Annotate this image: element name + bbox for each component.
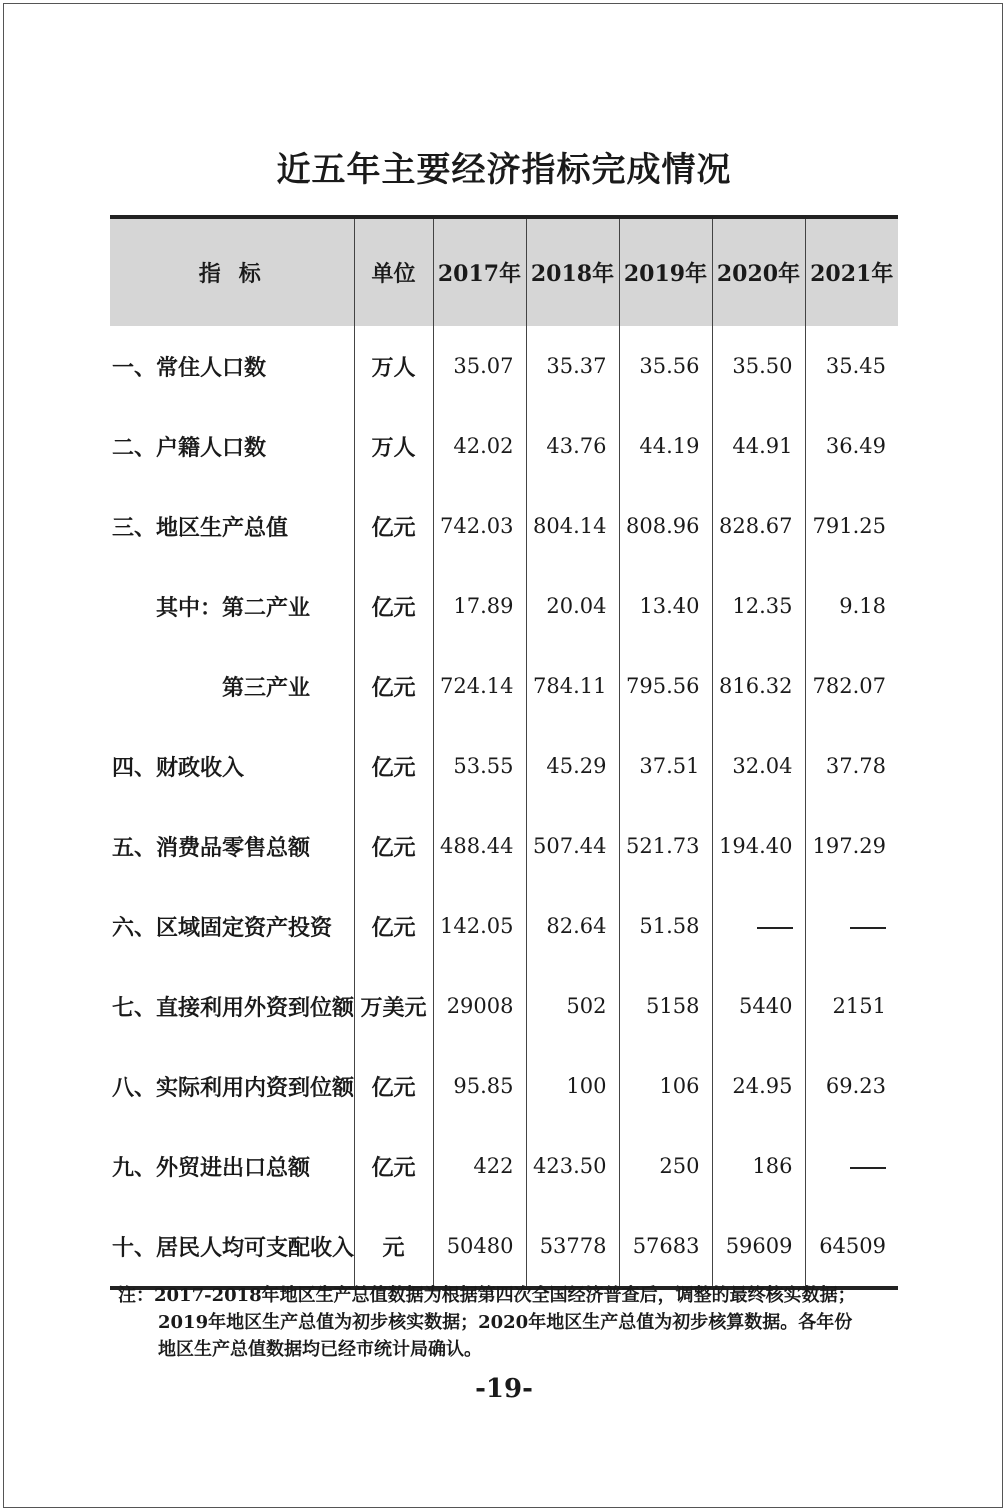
row-label: 五、消费品零售总额 [112, 834, 311, 861]
value-cell: 2151 [805, 966, 898, 1046]
value-cell: 35.50 [712, 326, 805, 406]
value-cell: 35.56 [619, 326, 712, 406]
value-cell: 5440 [712, 966, 805, 1046]
row-unit: 万人 [354, 406, 433, 486]
value-cell: 100 [526, 1046, 619, 1126]
row-label: 十、居民人均可支配收入 [112, 1234, 355, 1261]
footnote-line-2: 2019年地区生产总值为初步核实数据；2020年地区生产总值为初步核算数据。各年份 [158, 1312, 853, 1333]
value-cell: 57683 [619, 1206, 712, 1286]
value-cell: 12.35 [712, 566, 805, 646]
value-cell: 44.91 [712, 406, 805, 486]
value-cell: 507.44 [526, 806, 619, 886]
value-cell: 250 [619, 1126, 712, 1206]
table-row [110, 1206, 898, 1286]
table-row [110, 1046, 898, 1126]
header-2020: 2020年 [712, 219, 805, 326]
value-cell: 782.07 [805, 646, 898, 726]
table-row [110, 326, 898, 406]
row-unit: 亿元 [354, 806, 433, 886]
row-label: 其中：第二产业 [156, 594, 311, 621]
value-cell: 45.29 [526, 726, 619, 806]
header-indicator: 指标 [198, 261, 279, 287]
header-row [110, 219, 898, 326]
table-header [110, 219, 898, 326]
value-cell: 488.44 [433, 806, 526, 886]
value-cell: 502 [526, 966, 619, 1046]
row-label: 四、财政收入 [112, 754, 245, 781]
value-cell: 791.25 [805, 486, 898, 566]
table-row [110, 886, 898, 966]
footnote-line-3: 地区生产总值数据均已经市统计局确认。 [158, 1339, 482, 1360]
footnote-line-1: 注：2017-2018年地区生产总值数据为根据第四次全国经济普查后，调整的最终核实数据； [118, 1285, 856, 1306]
row-label: 八、实际利用内资到位额 [112, 1074, 355, 1101]
table-row [110, 806, 898, 886]
value-cell: 808.96 [619, 486, 712, 566]
value-cell: 828.67 [712, 486, 805, 566]
value-cell: 59609 [712, 1206, 805, 1286]
value-cell: 423.50 [526, 1126, 619, 1206]
value-cell: 5158 [619, 966, 712, 1046]
value-cell: 106 [619, 1046, 712, 1126]
indicator-table-container [110, 215, 898, 1290]
header-unit: 单位 [354, 219, 433, 326]
value-cell: 186 [712, 1126, 805, 1206]
value-cell: 53778 [526, 1206, 619, 1286]
row-label: 第三产业 [222, 674, 311, 701]
value-cell: 724.14 [433, 646, 526, 726]
value-cell: 422 [433, 1126, 526, 1206]
row-unit: 万美元 [354, 966, 433, 1046]
row-unit: 亿元 [354, 886, 433, 966]
value-cell: 20.04 [526, 566, 619, 646]
row-unit: 亿元 [354, 726, 433, 806]
page-title: 近五年主要经济指标完成情况 [276, 150, 732, 190]
no-data-dash [757, 927, 793, 929]
value-cell: 742.03 [433, 486, 526, 566]
indicator-table [110, 219, 898, 1286]
row-label: 七、直接利用外资到位额 [112, 994, 355, 1021]
row-unit: 元 [354, 1206, 433, 1286]
value-cell: 82.64 [526, 886, 619, 966]
no-data-dash [850, 927, 886, 929]
value-cell: 13.40 [619, 566, 712, 646]
row-unit: 亿元 [354, 566, 433, 646]
value-cell: 32.04 [712, 726, 805, 806]
value-cell: 44.19 [619, 406, 712, 486]
value-cell: 784.11 [526, 646, 619, 726]
value-cell: 142.05 [433, 886, 526, 966]
value-cell: 51.58 [619, 886, 712, 966]
table-row [110, 566, 898, 646]
value-cell: 35.07 [433, 326, 526, 406]
row-unit: 亿元 [354, 486, 433, 566]
row-label: 三、地区生产总值 [112, 514, 289, 541]
row-label: 一、常住人口数 [112, 354, 267, 381]
value-cell: 521.73 [619, 806, 712, 886]
value-cell: 17.89 [433, 566, 526, 646]
table-row [110, 646, 898, 726]
value-cell: 53.55 [433, 726, 526, 806]
table-footnote [118, 1282, 908, 1363]
value-cell: 29008 [433, 966, 526, 1046]
value-cell: 35.37 [526, 326, 619, 406]
value-cell [805, 1126, 898, 1206]
value-cell: 197.29 [805, 806, 898, 886]
value-cell: 816.32 [712, 646, 805, 726]
table-row [110, 726, 898, 806]
value-cell: 36.49 [805, 406, 898, 486]
row-label: 九、外贸进出口总额 [112, 1154, 311, 1181]
row-unit: 万人 [354, 326, 433, 406]
value-cell: 9.18 [805, 566, 898, 646]
value-cell: 42.02 [433, 406, 526, 486]
table-body [110, 326, 898, 1286]
value-cell: 37.78 [805, 726, 898, 806]
header-2019: 2019年 [619, 219, 712, 326]
value-cell: 24.95 [712, 1046, 805, 1126]
value-cell: 50480 [433, 1206, 526, 1286]
value-cell: 804.14 [526, 486, 619, 566]
page-number: -19- [475, 1374, 533, 1404]
value-cell: 194.40 [712, 806, 805, 886]
header-2017: 2017年 [433, 219, 526, 326]
table-row [110, 486, 898, 566]
header-2021: 2021年 [805, 219, 898, 326]
table-row [110, 406, 898, 486]
value-cell: 69.23 [805, 1046, 898, 1126]
row-label: 二、户籍人口数 [112, 434, 267, 461]
value-cell: 43.76 [526, 406, 619, 486]
no-data-dash [850, 1167, 886, 1169]
row-unit: 亿元 [354, 1126, 433, 1206]
value-cell: 37.51 [619, 726, 712, 806]
row-unit: 亿元 [354, 646, 433, 726]
value-cell: 795.56 [619, 646, 712, 726]
value-cell: 64509 [805, 1206, 898, 1286]
table-row [110, 966, 898, 1046]
row-label: 六、区域固定资产投资 [112, 914, 333, 941]
table-row [110, 1126, 898, 1206]
row-unit: 亿元 [354, 1046, 433, 1126]
header-2018: 2018年 [526, 219, 619, 326]
value-cell [712, 886, 805, 966]
value-cell [805, 886, 898, 966]
value-cell: 35.45 [805, 326, 898, 406]
value-cell: 95.85 [433, 1046, 526, 1126]
